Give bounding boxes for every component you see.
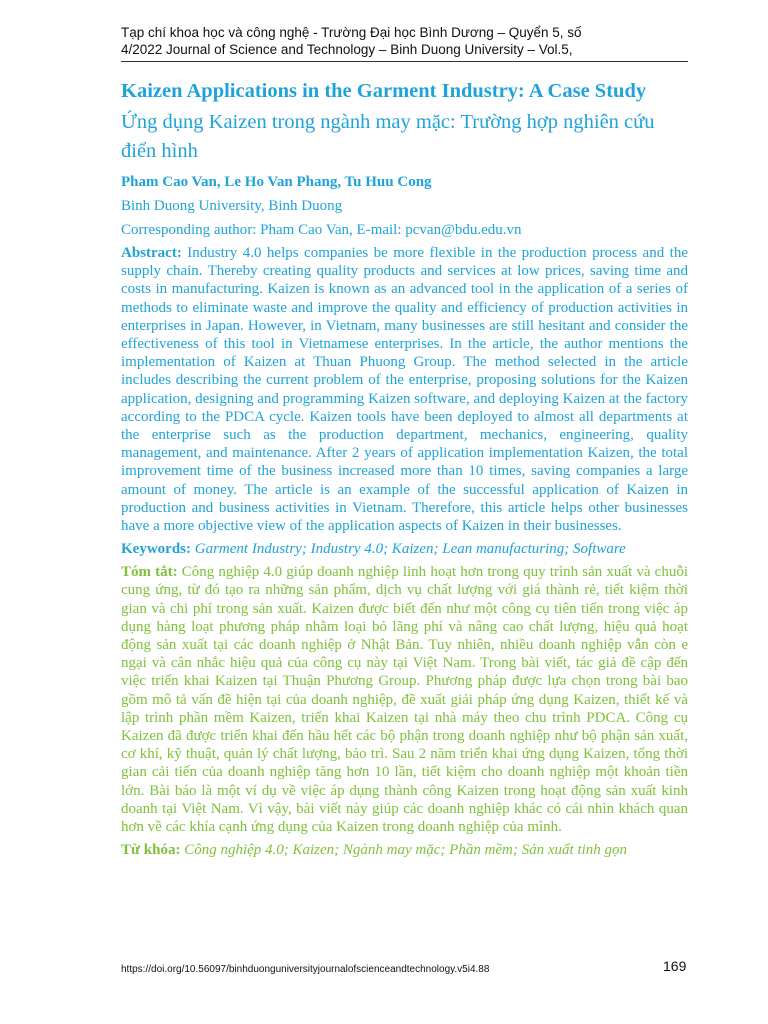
tukhoa-label: Từ khóa: xyxy=(121,842,181,859)
title-english: Kaizen Applications in the Garment Industry: A Case Study xyxy=(121,80,647,102)
corresponding-author: Corresponding author: Pham Cao Van, E-mail: pcvan@bdu.edu.vn xyxy=(121,222,522,238)
journal-header-line-en: 4/2022 Journal of Science and Technology – Binh Duong University – Vol.5, xyxy=(121,42,573,57)
abstract-label: Abstract: xyxy=(121,245,182,261)
keywords-text: Garment Industry; Industry 4.0; Kaizen; Lean manufacturing; Software xyxy=(194,541,626,558)
abstract-paragraph xyxy=(121,244,688,535)
tukhoa-text: Công nghiệp 4.0; Kaizen; Ngành may mặc; Phần mềm; Sản xuất tinh gọn xyxy=(184,842,628,859)
keywords-label: Keywords: xyxy=(121,541,191,558)
abstract-text: Industry 4.0 helps companies be more flexible in the production process and the supply chain. Thereby creating quality products and services at low prices, saving time and costs in manufacturing. Kaizen is known as an advanced tool in the application of a series of methods to eliminate waste and improve the quality and efficiency of production activities in enterprises in Japan. However, in Vietnam, many businesses are still hesitant and consider the effectiveness of this tool in Vietnamese enterprises. In the article, the author mentions the implementation of Kaizen at Thuan Phuong Group. The method selected in the article includes describing the current problem of the enterprise, proposing solutions for the Kaizen application, designing and programming Kaizen software, and deploying Kaizen at the factory according to the PDCA cycle. Kaizen tools have been deployed to almost all departments at the enterprise such as the production department, mechanics, engineering, quality management, and maintenance. After 2 years of application implementation Kaizen, the total improvement time of the business increased more than 10 times, saving companies a large amount of money. The article is an example of the successful application of Kaizen in production and business activities in Vietnam. Therefore, this article helps other businesses have a more objective view of the application aspects of Kaizen in their businesses. xyxy=(121,245,688,535)
title-vietnamese: Ứng dụng Kaizen trong ngành may mặc: Trường hợp nghiên cứu điển hình xyxy=(121,111,655,162)
tomtat-label: Tóm tắt: xyxy=(121,564,178,581)
author-list: Pham Cao Van, Le Ho Van Phang, Tu Huu Cong xyxy=(121,174,432,190)
page-number: 169 xyxy=(663,958,687,974)
tukhoa-line xyxy=(121,840,688,860)
article-body xyxy=(121,78,688,864)
tomtat-text: Công nghiệp 4.0 giúp doanh nghiệp linh hoạt hơn trong quy trình sản xuất và chuỗi cung ứng, từ đó tạo ra những sản phẩm, dịch vụ chất lượng với giá thành rẻ, tiết kiệm thời gian và chi phí trong sản xuất. Kaizen được biết đến như một công cụ tiên tiến trong việc áp dụng hàng loạt phương pháp nhằm loại bỏ lãng phí và nâng cao chất lượng, hiệu quả hoạt động sản xuất tại các doanh nghiệp ở Nhật Bản. Tuy nhiên, nhiều doanh nghiệp vẫn còn e ngại và cân nhắc hiệu quả của công cụ này tại Việt Nam. Trong bài viết, tác giả đề cập đến việc triển khai Kaizen tại Thuận Phương Group. Phương pháp được lựa chọn trong bài bao gồm mô tả vấn đề hiện tại của doanh nghiệp, đề xuất giải pháp ứng dụng Kaizen, thiết kế và lập trình phần mềm Kaizen, triển khai Kaizen tại nhà máy theo chu trình PDCA. Công cụ Kaizen đã được triển khai đến hầu hết các bộ phận trong doanh nghiệp như bộ phận sản xuất, cơ khí, kỹ thuật, quản lý chất lượng, bảo trì. Sau 2 năm triển khai ứng dụng Kaizen, tổng thời gian cải tiến của doanh nghiệp tăng hơn 10 lần, tiết kiệm cho doanh nghiệp một khoản tiền lớn. Bài báo là một ví dụ về việc áp dụng thành công Kaizen trong hoạt động sản xuất kinh doanh tại Việt Nam. Vì vậy, bài viết này giúp các doanh nghiệp khác có cái nhìn khách quan hơn về các khía cạnh ứng dụng của Kaizen trong doanh nghiệp của mình. xyxy=(121,564,688,836)
tomtat-paragraph xyxy=(121,563,688,836)
journal-header-line-vi: Tạp chí khoa học và công nghệ - Trường Đại học Bình Dương – Quyển 5, số xyxy=(121,25,582,40)
affiliation: Binh Duong University, Binh Duong xyxy=(121,198,343,214)
doi-link[interactable]: https://doi.org/10.56097/binhduonguniversityjournalofscienceandtechnology.v5i4.88 xyxy=(121,964,490,975)
keywords-line xyxy=(121,539,688,559)
journal-header xyxy=(121,24,688,62)
